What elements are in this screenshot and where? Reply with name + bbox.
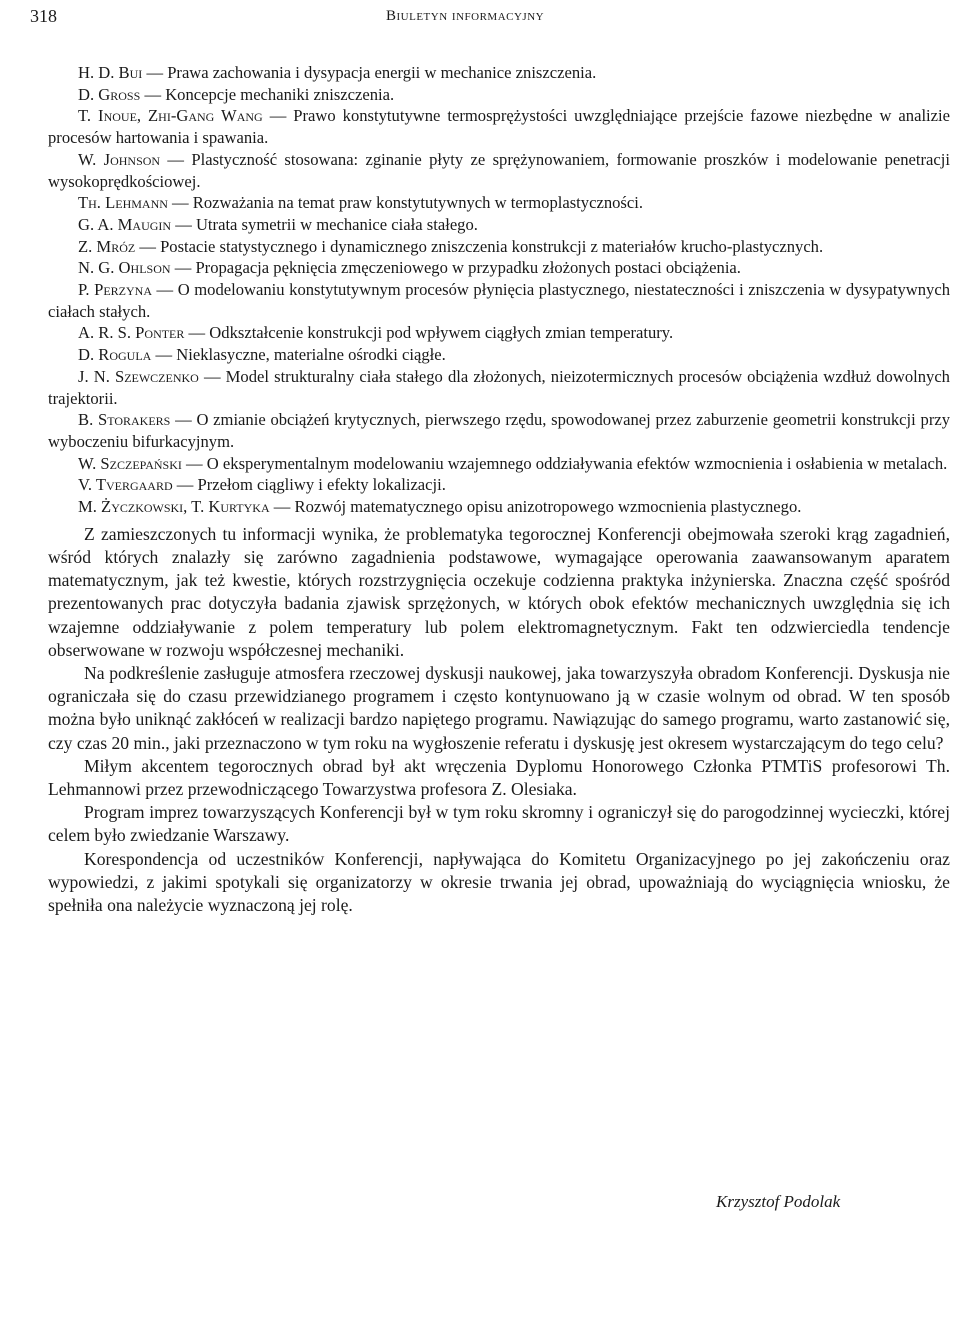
lecture-title: O eksperymentalnym modelowaniu wzajemnego oddziaływania efektów wzmocnienia i osłabienia w metalach. <box>206 453 948 473</box>
lecture-entry: W. Johnson — Plastyczność stosowana: zginanie płyty ze sprężynowaniem, formowanie proszków i modelowanie penetracji wysokoprędkościowej. <box>48 149 950 191</box>
lecture-entry: W. Szczepański — O eksperymentalnym modelowaniu wzajemnego oddziaływania efektów wzmocnienia i osłabienia w metalach. <box>78 453 948 473</box>
lecture-title: Odkształcenie konstrukcji pod wpływem ciągłych zmian temperatury. <box>209 323 674 343</box>
body-paragraph: Na podkreślenie zasługuje atmosfera rzeczowej dyskusji naukowej, jaka towarzyszyła obradom Konferencji. Dyskusja nie ograniczała się do czasu przewidzianego programem i często kontynuowano ją w czasie wolnym od obrad. W ten sposób można było uniknąć zakłóceń w realizacji bardzo napiętego programu. Nawiązując do samego programu, warto zastanowić się, czy czas 20 min., jaki przeznaczono w tym roku na wygłoszenie referatu i dyskusję jest okresem wystarczającym do tego celu? <box>48 662 950 753</box>
lecture-author: P. Perzyna <box>78 280 152 300</box>
report-body <box>48 523 950 917</box>
lecture-entry: G. A. Maugin — Utrata symetrii w mechanice ciała stałego. <box>78 214 478 234</box>
lecture-entry: M. Życzkowski, T. Kurtyka — Rozwój matematycznego opisu anizotropowego wzmocnienia plastycznego. <box>78 497 802 517</box>
lecture-entry: D. Rogula — Nieklasyczne, materialne ośrodki ciągłe. <box>78 345 446 365</box>
lecture-title: Prawo konstytutywne termosprężystości uwzględniające przejście fazowe niezbędne w analizie procesów hartowania i spawania. <box>48 106 951 148</box>
lecture-title: Prawa zachowania i dysypacja energii w mechanice zniszczenia. <box>167 63 597 82</box>
lecture-author: H. D. Bui <box>78 63 143 82</box>
lecture-author: D. Rogula <box>78 345 152 365</box>
lecture-author: V. Tvergaard <box>78 475 173 495</box>
lecture-author: Z. Mróz <box>78 236 136 256</box>
lecture-author: D. Gross <box>78 84 141 104</box>
lecture-title: Utrata symetrii w mechanice ciała stałego. <box>195 214 478 234</box>
lecture-list <box>48 62 950 518</box>
page-header <box>30 4 950 34</box>
lecture-entry: T. Inoue, Zhi-Gang Wang — Prawo konstytutywne termosprężystości uwzględniające przejście fazowe niezbędne w analizie procesów hartowania i spawania. <box>48 106 951 148</box>
body-paragraph: Miłym akcentem tegorocznych obrad był akt wręczenia Dyplomu Honorowego Członka PTMTiS profesorowi Th. Lehmannowi przez przewodniczącego Towarzystwa profesora Z. Olesiaka. <box>48 755 950 799</box>
lecture-author: M. Życzkowski, T. Kurtyka <box>78 497 270 517</box>
lecture-author: A. R. S. Ponter <box>78 323 185 343</box>
body-paragraph: Program imprez towarzyszących Konferencji był w tym roku skromny i ograniczył się do parogodzinnej wycieczki, której celem było zwiedzanie Warszawy. <box>48 802 950 846</box>
lecture-title: Koncepcje mechaniki zniszczenia. <box>165 84 395 104</box>
lecture-entry: N. G. Ohlson — Propagacja pęknięcia zmęczeniowego w przypadku złożonych postaci obciążenia. <box>78 258 741 278</box>
lecture-title: Przełom ciągliwy i efekty lokalizacji. <box>197 475 446 495</box>
body-paragraph: Korespondencja od uczestników Konferencji, napływająca do Komitetu Organizacyjnego po jej zakończeniu oraz wypowiedzi, z jakimi spotykali się organizatorzy w okresie trwania jej obrad, upoważniają do wyciągnięcia wniosku, że spełniła ona należycie wyznaczoną jej rolę. <box>48 848 950 916</box>
lecture-title: Postacie statystycznego i dynamicznego zniszczenia konstrukcji z materiałów krucho-plastycznych. <box>160 236 824 256</box>
author-signature: Krzysztof Podolak <box>716 1192 841 1211</box>
lecture-entry: P. Perzyna — O modelowaniu konstytutywnym procesów płynięcia plastycznego, niestateczności i zniszczenia w dysypatywnych ciałach stałych. <box>48 280 951 321</box>
lecture-title: Nieklasyczne, materialne ośrodki ciągłe. <box>176 345 446 365</box>
lecture-title: Model strukturalny ciała stałego dla złożonych, nieizotermicznych procesów obciążenia wzdłuż dowolnych trajektorii. <box>48 366 950 408</box>
lecture-author: N. G. Ohlson <box>78 258 171 278</box>
body-paragraph: Z zamieszczonych tu informacji wynika, że problematyka tegorocznej Konferencji obejmowała szeroki krąg zagadnień, wśród których znalazły się zarówno zagadnienia podstawowe, wymagające operowania zaawansowanym aparatem matematycznym, jak też kwestie, których rozstrzygnięcia oczekuje codzienna praktyka inżynierska. Znaczna część spośród prezentowanych prac dotyczyła badania zjawisk sprzężonych, w których obok efektów mechanicznych uwzględnia się ich wzajemne oddziaływanie z polem temperatury lub polem elektromagnetycznym. Fakt ten odzwierciedla tendencje obserwowane w rozwoju współczesnej mechaniki. <box>48 523 950 660</box>
lecture-title: Propagacja pęknięcia zmęczeniowego w przypadku złożonych postaci obciążenia. <box>195 258 741 278</box>
lecture-author: W. Szczepański <box>78 453 182 473</box>
lecture-entry: B. Storakers — O zmianie obciążeń krytycznych, pierwszego rzędu, spowodowanej przez zaburzenie geometrii konstrukcji przy wyboczeniu bifurkacyjnym. <box>48 410 951 451</box>
document-page <box>30 0 951 917</box>
lecture-author: W. Johnson <box>78 149 161 169</box>
lecture-title: O zmianie obciążeń krytycznych, pierwszego rzędu, spowodowanej przez zaburzenie geometrii konstrukcji przy wyboczeniu bifurkacyjnym. <box>48 410 951 451</box>
lecture-title: Rozważania na temat praw konstytutywnych w termoplastyczności. <box>192 193 643 213</box>
lecture-author: B. Storakers <box>78 410 171 430</box>
lecture-entry: V. Tvergaard — Przełom ciągliwy i efekty lokalizacji. <box>78 475 446 495</box>
lecture-entry: A. R. S. Ponter — Odkształcenie konstrukcji pod wpływem ciągłych zmian temperatury. <box>78 323 674 343</box>
lecture-title: O modelowaniu konstytutywnym procesów płynięcia plastycznego, niestateczności i zniszczenia w dysypatywnych ciałach stałych. <box>48 280 951 321</box>
page-number: 318 <box>30 6 57 26</box>
lecture-title: Plastyczność stosowana: zginanie płyty ze sprężynowaniem, formowanie proszków i modelowanie penetracji wysokoprędkościowej. <box>48 149 950 191</box>
lecture-entry: J. N. Szewczenko — Model strukturalny ciała stałego dla złożonych, nieizotermicznych procesów obciążenia wzdłuż dowolnych trajektorii. <box>48 366 950 408</box>
running-head: Biuletyn informacyjny <box>386 8 545 24</box>
lecture-author: J. N. Szewczenko <box>78 366 199 386</box>
lecture-author: G. A. Maugin <box>78 214 172 234</box>
lecture-entry: Th. Lehmann — Rozważania na temat praw konstytutywnych w termoplastyczności. <box>78 193 643 213</box>
lecture-entry: Z. Mróz — Postacie statystycznego i dynamicznego zniszczenia konstrukcji z materiałów krucho-plastycznych. <box>78 236 824 256</box>
lecture-entry: H. D. Bui — Prawa zachowania i dysypacja energii w mechanice zniszczenia. <box>78 63 597 82</box>
lecture-entry: D. Gross — Koncepcje mechaniki zniszczenia. <box>78 84 395 104</box>
lecture-title: Rozwój matematycznego opisu anizotropowego wzmocnienia plastycznego. <box>294 497 802 517</box>
lecture-author: Th. Lehmann <box>78 193 168 213</box>
lecture-author: T. Inoue, Zhi-Gang Wang <box>78 106 263 126</box>
